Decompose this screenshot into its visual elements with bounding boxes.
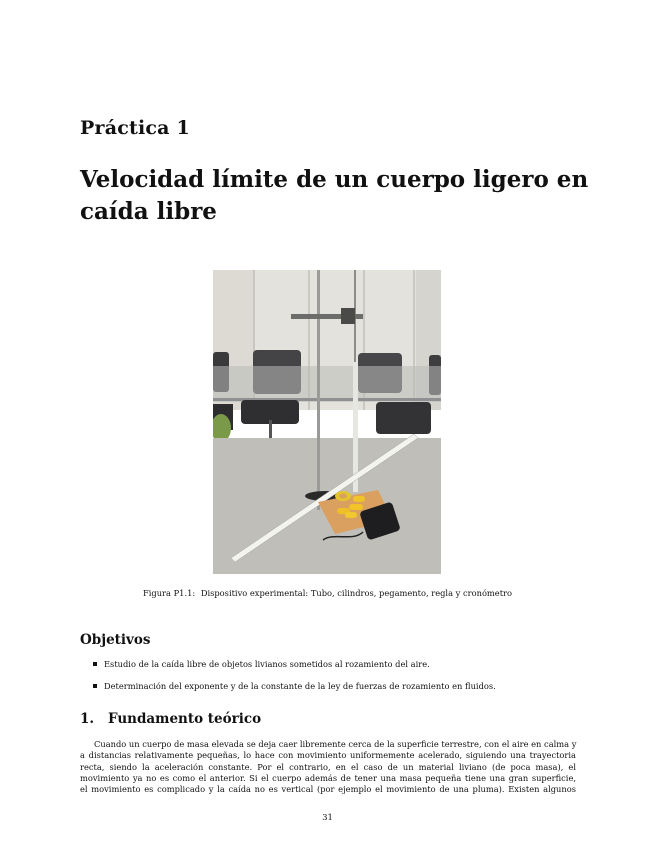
body-paragraph [80,739,576,795]
chapter-title: Velocidad límite de un cuerpo ligero en caída libre [80,166,589,225]
page-number: 31 [322,813,333,823]
figure-caption-label: Figura P1.1: [142,588,196,598]
section-title: Fundamento teórico [108,711,262,727]
paragraph-line: recta, siendo la aceleración constante. Por el contrario, en el caso de un material liviano (de poca masa), el [80,761,576,772]
figure-caption [0,588,655,598]
paragraph-line: el movimiento es complicado y la caída no es vertical (por ejemplo el movimiento de una pluma). Existen algunos [80,784,576,795]
list-item: Determinación del exponente y de la constante de la ley de fuerzas de rozamiento en fluidos. [93,680,593,702]
figure-photo [213,270,441,574]
paragraph-line: movimiento ya no es como el anterior. Si el cuerpo además de tener una masa pequeña tiene una gran superficie, [80,772,576,783]
objectives-heading: Objetivos [80,632,151,648]
list-item: Estudio de la caída libre de objetos livianos sometidos al rozamiento del aire. [93,658,593,680]
experimental-setup-photo [213,270,441,574]
paragraph-line: Cuando un cuerpo de masa elevada se deja caer libremente cerca de la superficie terrestre, con el aire en calma y [94,739,577,749]
figure-caption-text: Dispositivo experimental: Tubo, cilindros, pegamento, regla y cronómetro [200,588,513,598]
section-heading [80,711,261,727]
section-number: 1. [80,711,95,727]
paragraph-line: a distancias relativamente pequeñas, lo hace con movimiento uniformemente acelerado, siguiendo una trayectoria [80,750,576,761]
objectives-list [93,658,593,702]
chapter-label: Práctica 1 [80,117,190,139]
